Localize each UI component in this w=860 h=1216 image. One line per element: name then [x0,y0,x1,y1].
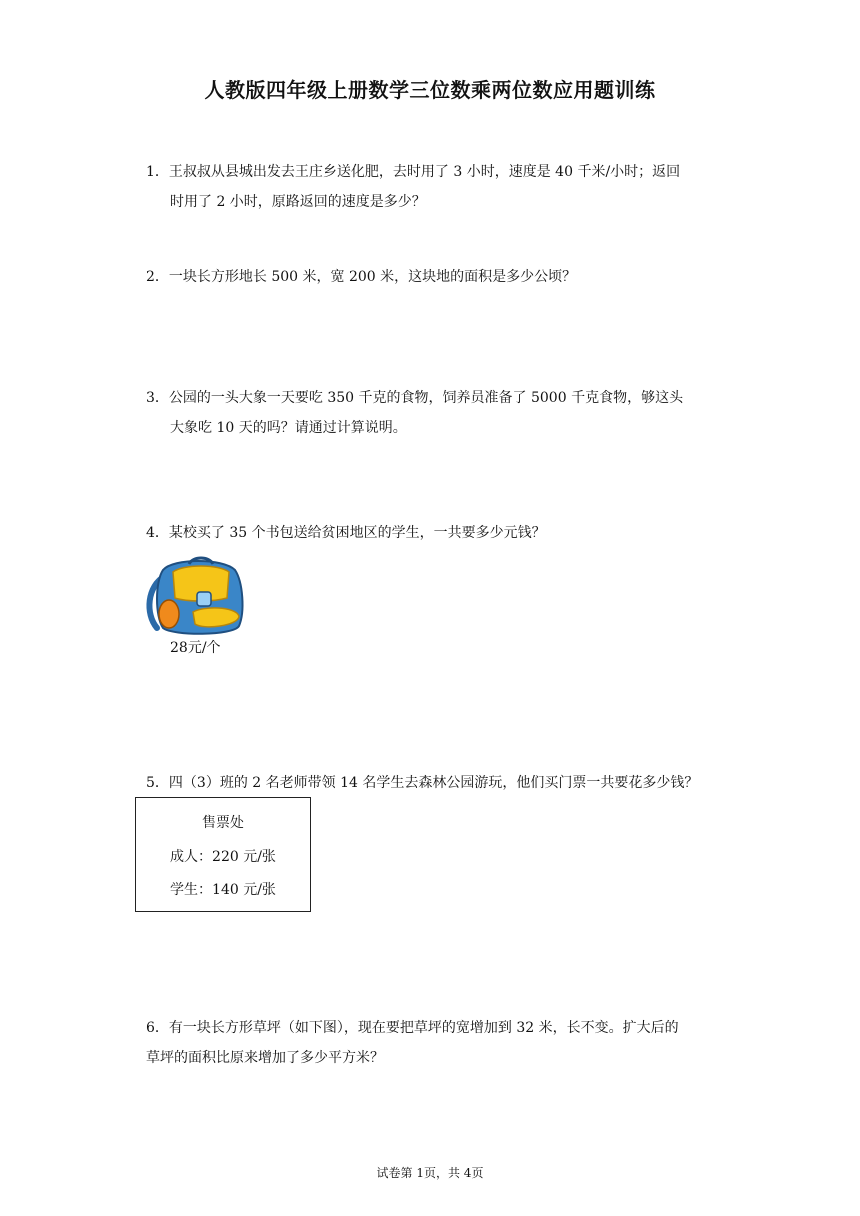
backpack-price: 28元/个 [170,640,221,656]
question-3 [146,383,716,443]
question-4 [146,518,716,548]
question-2-line-1 [146,262,716,292]
question-2 [146,262,716,292]
question-text: 某校买了 35 个书包送给贫困地区的学生，一共要多少元钱？ [168,525,546,541]
question-number: 5． [146,775,169,791]
question-3-line-2: 大象吃 10 天的吗？请通过计算说明。 [170,420,407,436]
question-text: 王叔叔从县城出发去王庄乡送化肥，去时用了 3 小时，速度是 40 千米/小时；返回 [168,164,681,180]
backpack-icon [143,556,247,638]
page-title: 人教版四年级上册数学三位数乘两位数应用题训练 [204,78,656,102]
question-number: 2． [146,269,169,285]
question-text: 有一块长方形草坪（如下图），现在要把草坪的宽增加到 32 米，长不变。扩大后的 [168,1020,679,1036]
question-text: 公园的一头大象一天要吃 350 千克的食物，饲养员准备了 5000 千克食物，够这头 [168,390,684,406]
ticket-price-box [135,797,311,912]
ticket-box-title: 售票处 [202,815,244,831]
question-number: 3． [146,390,169,406]
question-6-line-2: 草坪的面积比原来增加了多少平方米？ [146,1050,384,1066]
ticket-price-student: 学生：140 元/张 [170,882,276,898]
question-text: 四（3）班的 2 名老师带领 14 名学生去森林公园游玩，他们买门票一共要花多少钱？ [168,775,699,791]
question-1-line-2: 时用了 2 小时，原路返回的速度是多少？ [170,194,426,210]
page-footer: 试卷第 1页，共 4页 [376,1166,484,1180]
question-6 [146,1013,726,1073]
question-number: 6． [146,1020,169,1036]
question-3-line-1 [146,383,716,413]
question-6-line-1 [146,1013,726,1043]
question-5 [146,768,726,798]
question-text: 一块长方形地长 500 米，宽 200 米，这块地的面积是多少公顷？ [168,269,577,285]
question-number: 4． [146,525,169,541]
ticket-price-adult: 成人：220 元/张 [170,849,276,865]
question-4-line-1 [146,518,716,548]
question-1-line-1 [146,157,716,187]
question-number: 1． [146,164,169,180]
question-5-line-1 [146,768,726,798]
question-1 [146,157,716,217]
